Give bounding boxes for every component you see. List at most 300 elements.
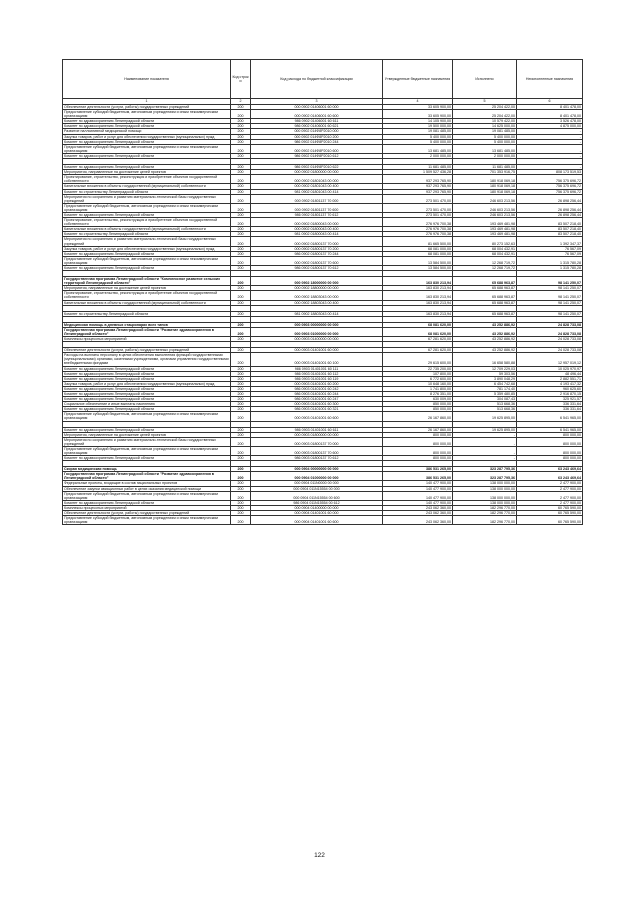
row-approved: 386 531 265,00 [383, 467, 453, 472]
row-name: Комитет по здравоохранению Ленинградской области [63, 124, 231, 129]
row-executed: 193 469 481,98 [453, 232, 517, 237]
row-executed: 180 918 069,18 [453, 189, 517, 194]
row-approved: 850 000,00 [383, 407, 453, 412]
row-name: Обеспечение деятельности (услуги, работы) государственных учреждений [63, 105, 231, 110]
row-unexecuted: - [517, 144, 583, 153]
row-executed: - [453, 432, 517, 437]
row-approved: 630 009,00 [383, 397, 453, 402]
row-line-code: 200 [231, 427, 251, 432]
row-budget-code: 000 0902 01406001 60 600 [251, 110, 383, 119]
row-line-code: 200 [231, 381, 251, 386]
row-line-code: 200 [231, 402, 251, 407]
row-line-code: 200 [231, 212, 251, 217]
row-name: Комплексы процессных мероприятий [63, 337, 231, 342]
row-unexecuted: 8 401 478,00 [517, 105, 583, 110]
row-executed: 16 658 580,88 [453, 353, 517, 366]
row-budget-code: 986 0902 01800137 70 612 [251, 266, 383, 271]
row-name: Обеспечение деятельности (услуги, работы) государственных учреждений [63, 348, 231, 353]
row-name: Обеспечение закупки авиационных работ в целях оказания медицинской помощи [63, 486, 231, 491]
row-name: Комитет по здравоохранению Ленинградской области [63, 456, 231, 461]
row-line-code: 200 [231, 300, 251, 305]
row-name: Комитет по здравоохранению Ленинградской области [63, 266, 231, 271]
row-approved: 937 293 765,90 [383, 175, 453, 184]
row-approved: 276 976 700,38 [383, 227, 453, 232]
row-executed: 180 918 069,18 [453, 175, 517, 184]
row-line-code: 200 [231, 246, 251, 251]
page-number: 122 [314, 852, 325, 859]
row-executed: 513 668,36 [453, 402, 517, 407]
row-approved: 107 800,00 [383, 371, 453, 376]
row-executed: 13 681 485,00 [453, 144, 517, 153]
table-row [63, 129, 583, 134]
budget-execution-table [62, 59, 583, 525]
row-budget-code: 000 0904 01401001 60 000 [251, 511, 383, 516]
row-budget-code: 000 0903 01400000 00 000 [251, 337, 383, 342]
row-budget-code: 000 0904 011N15554 00 600 [251, 491, 383, 500]
row-unexecuted: - [517, 165, 583, 170]
row-budget-code: 000 0904 011N0000 00 000 [251, 481, 383, 486]
header-executed: Исполнено [453, 60, 517, 99]
row-line-code: 200 [231, 277, 251, 286]
row-approved: 2 000 000,00 [383, 153, 453, 158]
table-row [63, 165, 583, 170]
row-executed: 3 890 048,29 [453, 376, 517, 381]
row-approved: 19 500 000,00 [383, 124, 453, 129]
row-line-code: 200 [231, 266, 251, 271]
row-budget-code: 000 0902 01800137 70 200 [251, 246, 383, 251]
row-executed: 5 400 000,00 [453, 139, 517, 144]
row-name: Скорая медицинская помощь [63, 467, 231, 472]
row-budget-code: 000 0903 01401001 60 300 [251, 402, 383, 407]
column-number: 1 [63, 99, 231, 105]
row-unexecuted: 4 875 000,00 [517, 124, 583, 129]
budget-report-sheet [62, 59, 582, 525]
row-line-code: 200 [231, 348, 251, 353]
row-name: Мероприятия, направленные на достижение целей проектов [63, 286, 231, 291]
row-unexecuted: 83 507 218,40 [517, 227, 583, 232]
row-executed: - [453, 456, 517, 461]
row-name: Комитет по здравоохранению Ленинградской области [63, 165, 231, 170]
row-name: Комитет по здравоохранению Ленинградской области [63, 376, 231, 381]
row-unexecuted: 83 507 218,40 [517, 232, 583, 237]
table-row [63, 237, 583, 246]
row-unexecuted: 26 898 256,44 [517, 212, 583, 217]
table-row [63, 194, 583, 203]
row-executed: 65 688 963,87 [453, 277, 517, 286]
row-budget-code: 986 0903 01401001 60 244 [251, 391, 383, 396]
row-line-code: 200 [231, 129, 251, 134]
table-row [63, 376, 583, 381]
table-row [63, 511, 583, 516]
row-line-code: 200 [231, 144, 251, 153]
row-budget-code: 000 0902 01801043 00 000 [251, 175, 383, 184]
row-budget-code: 986 0904 011N15554 00 612 [251, 500, 383, 505]
row-line-code: 200 [231, 311, 251, 316]
row-budget-code: 000 0902 01800000 00 000 [251, 170, 383, 175]
row-name: Комитет по здравоохранению Ленинградской области [63, 366, 231, 371]
row-unexecuted: 800 000,00 [517, 432, 583, 437]
row-executed: 182 296 770,00 [453, 516, 517, 525]
row-line-code: 200 [231, 371, 251, 376]
table-row [63, 246, 583, 251]
row-approved: 243 062 360,00 [383, 511, 453, 516]
row-approved: 800 000,00 [383, 446, 453, 455]
row-unexecuted: 2 916 870,15 [517, 391, 583, 396]
table-row [63, 353, 583, 366]
row-line-code: 200 [231, 218, 251, 227]
row-approved: 1 509 527 436,28 [383, 170, 453, 175]
row-executed: - [453, 446, 517, 455]
row-budget-code: 000 0904 01000000 00 000 [251, 472, 383, 481]
column-number: 6 [517, 99, 583, 105]
row-name: Предоставление субсидий бюджетным, автономным учреждениям и иным некоммерческим организациям [63, 110, 231, 119]
row-budget-code: 000 0902 18800000 00 000 [251, 286, 383, 291]
row-unexecuted: 98 141 250,07 [517, 291, 583, 300]
row-budget-code: 000 0902 01801137 70 000 [251, 194, 383, 203]
row-name: Комитет по здравоохранению Ленинградской области [63, 407, 231, 412]
row-approved: 1 741 800,00 [383, 386, 453, 391]
row-approved: 33 605 900,00 [383, 105, 453, 110]
row-unexecuted: 26 898 256,44 [517, 194, 583, 203]
row-approved: 13 584 500,00 [383, 266, 453, 271]
row-unexecuted: - [517, 139, 583, 144]
row-unexecuted: 1 392 347,37 [517, 237, 583, 246]
row-line-code: 200 [231, 446, 251, 455]
row-approved: 14 105 900,00 [383, 119, 453, 124]
row-executed: 14 625 000,00 [453, 124, 517, 129]
row-approved: 26 167 860,00 [383, 427, 453, 432]
row-unexecuted: 83 507 218,40 [517, 218, 583, 227]
row-name: Предоставление субсидий бюджетным, автономным учреждениям и иным некоммерческим организациям [63, 516, 231, 525]
row-name: Предоставление субсидий бюджетным, автономным учреждениям и иным некоммерческим организациям [63, 446, 231, 455]
row-line-code: 200 [231, 124, 251, 129]
row-executed: 12 268 719,72 [453, 266, 517, 271]
row-executed: 25 204 422,00 [453, 105, 517, 110]
row-line-code: 200 [231, 286, 251, 291]
row-executed: 12 268 719,72 [453, 256, 517, 265]
row-name: Закупка товаров, работ и услуг для обеспечения государственных (муниципальных) нужд [63, 381, 231, 386]
row-budget-code: 986 0902 01406001 60 611 [251, 119, 383, 124]
row-executed: 246 603 213,56 [453, 203, 517, 212]
row-executed: 138 000 000,00 [453, 486, 517, 491]
row-unexecuted: 24 028 733,08 [517, 337, 583, 342]
table-row [63, 218, 583, 227]
table-row [63, 481, 583, 486]
row-line-code: 200 [231, 134, 251, 139]
row-approved: 243 062 360,00 [383, 516, 453, 525]
table-row [63, 300, 583, 305]
row-approved: 163 830 213,94 [383, 286, 453, 291]
row-unexecuted: - [517, 129, 583, 134]
header-budget-code: Код расхода по бюджетной классификации [251, 60, 383, 99]
header-unexecuted: Неисполненные назначения [517, 60, 583, 99]
row-approved: 140 477 900,00 [383, 500, 453, 505]
row-line-code: 200 [231, 456, 251, 461]
row-name: Комитет по строительству Ленинградской области [63, 189, 231, 194]
row-unexecuted: 6 541 965,00 [517, 412, 583, 421]
row-name: Комитет по здравоохранению Ленинградской области [63, 386, 231, 391]
row-budget-code: 000 0904 00000000 00 000 [251, 467, 383, 472]
row-name: Проектирование, строительство, реконструкция и приобретение объектов государственной собственности [63, 218, 231, 227]
row-name: Закупка товаров, работ и услуг для обеспечения государственных (муниципальных) нужд [63, 134, 231, 139]
row-name: Комитет по строительству Ленинградской области [63, 311, 231, 316]
row-budget-code: 000 0904 01400000 00 000 [251, 505, 383, 510]
row-unexecuted: 800 000,00 [517, 456, 583, 461]
table-row [63, 397, 583, 402]
row-budget-code: 000 0902 01800137 70 000 [251, 237, 383, 246]
row-budget-code: 986 0903 01401001 60 111 [251, 366, 383, 371]
row-approved: 800 000,00 [383, 432, 453, 437]
row-line-code: 200 [231, 256, 251, 265]
row-budget-code: 986 0902 01406001 60 621 [251, 124, 383, 129]
table-row [63, 277, 583, 286]
row-line-code: 200 [231, 110, 251, 119]
row-name: Комитет по здравоохранению Ленинградской области [63, 371, 231, 376]
row-name: Расходы на выплаты персоналу в целях обеспечения выполнения функций государственными (муниципальными) органами, казенными учреждениями, органами управления государственными внебюджетными фондами [64, 353, 229, 366]
row-approved: 850 000,00 [383, 402, 453, 407]
row-name: Государственная программа Ленинградской области "Развитие здравоохранения в Ленинградской области" [63, 327, 231, 336]
row-name: Мероприятия по сохранению и развитию материально-технической базы государственных учреждений [63, 437, 231, 446]
row-budget-code: 000 0903 01401001 60 100 [251, 353, 383, 366]
row-executed: 2 000 000,00 [453, 153, 517, 158]
row-approved: 26 167 860,00 [383, 412, 453, 421]
row-unexecuted: 48 496,44 [517, 371, 583, 376]
row-budget-code: 000 0903 01401001 60 000 [251, 348, 383, 353]
table-row [63, 311, 583, 316]
table-row [63, 266, 583, 271]
row-budget-code: 000 0903 01800000 00 000 [251, 432, 383, 437]
row-unexecuted: 2 882 551,71 [517, 376, 583, 381]
row-executed: 43 252 886,92 [453, 348, 517, 353]
row-line-code: 200 [231, 353, 251, 366]
row-budget-code: 000 0904 011N15554 00 000 [251, 486, 383, 491]
table-row [63, 139, 583, 144]
table-row [63, 500, 583, 505]
row-line-code: 200 [231, 516, 251, 525]
row-line-code: 200 [231, 170, 251, 175]
row-line-code: 200 [231, 251, 251, 256]
row-unexecuted: 63 243 469,64 [517, 467, 583, 472]
row-line-code: 200 [231, 491, 251, 500]
table-row [63, 391, 583, 396]
row-approved: 5 400 000,00 [383, 139, 453, 144]
row-approved: 67 281 620,00 [383, 348, 453, 353]
row-unexecuted: 1 315 780,28 [517, 266, 583, 271]
row-approved: 163 830 213,94 [383, 291, 453, 300]
row-unexecuted: 808 173 519,53 [517, 170, 583, 175]
row-unexecuted: 76 567,09 [517, 251, 583, 256]
row-approved: 68 081 620,00 [383, 322, 453, 327]
row-executed: 43 252 886,92 [453, 337, 517, 342]
row-unexecuted: 98 141 250,07 [517, 277, 583, 286]
row-executed: 68 004 432,91 [453, 246, 517, 251]
table-row [63, 427, 583, 432]
row-name: Государственная программа Ленинградской области "Комплексное развитие сельских территорий Ленинградской области" [63, 277, 231, 286]
row-line-code: 200 [231, 175, 251, 184]
row-executed: - [453, 437, 517, 446]
row-approved: 81 665 500,00 [383, 237, 453, 246]
row-name: Комитет по здравоохранению Ленинградской области [63, 397, 231, 402]
row-budget-code: 000 0902 01801043 00 400 [251, 184, 383, 189]
table-row [63, 516, 583, 525]
table-row [63, 212, 583, 217]
row-unexecuted: 2 477 900,00 [517, 500, 583, 505]
row-line-code: 200 [231, 511, 251, 516]
row-approved: 276 976 700,38 [383, 232, 453, 237]
row-budget-code: 981 0902 01800043 00 414 [251, 232, 383, 237]
row-unexecuted: 10 025 970,97 [517, 366, 583, 371]
header-name: Наименование показателя [63, 60, 231, 99]
row-executed: 180 918 069,18 [453, 184, 517, 189]
row-executed: 138 000 000,00 [453, 481, 517, 486]
row-approved: 13 584 500,00 [383, 256, 453, 265]
row-budget-code: 000 0903 01401001 60 200 [251, 381, 383, 386]
table-row [63, 119, 583, 124]
table-row [63, 437, 583, 446]
row-executed: 246 603 213,56 [453, 194, 517, 203]
row-budget-code: 000 0902 01801137 70 600 [251, 203, 383, 212]
row-budget-code: 986 0903 01800137 70 612 [251, 456, 383, 461]
row-name: Предоставление субсидий бюджетным, автономным учреждениям и иным некоммерческим организациям [63, 491, 231, 500]
row-line-code: 200 [231, 165, 251, 170]
row-approved: 163 830 213,94 [383, 300, 453, 305]
row-line-code: 200 [231, 481, 251, 486]
row-budget-code: 000 0902 014Ф8Р2010 000 [251, 129, 383, 134]
row-budget-code: 986 0903 01401001 60 112 [251, 371, 383, 376]
row-unexecuted: 26 898 256,44 [517, 203, 583, 212]
row-unexecuted: 800 000,00 [517, 437, 583, 446]
row-approved: 8 276 351,00 [383, 391, 453, 396]
row-unexecuted: 336 331,64 [517, 407, 583, 412]
row-approved: 67 281 620,00 [383, 337, 453, 342]
table-row [63, 472, 583, 481]
row-name: Предоставление субсидий бюджетным, автономным учреждениям и иным некоммерческим организациям [63, 412, 231, 421]
row-approved: 163 830 213,94 [383, 311, 453, 316]
row-approved: 800 000,00 [383, 456, 453, 461]
row-executed: 182 296 770,00 [453, 511, 517, 516]
row-unexecuted: 800 000,00 [517, 446, 583, 455]
row-name: Мероприятия, направленные на достижение целей проектов [63, 432, 231, 437]
row-approved: 273 501 470,00 [383, 203, 453, 212]
table-row [63, 412, 583, 421]
row-unexecuted: 6 541 965,00 [517, 427, 583, 432]
table-row [63, 110, 583, 119]
row-line-code: 200 [231, 119, 251, 124]
row-unexecuted: 63 243 469,64 [517, 472, 583, 481]
row-line-code: 200 [231, 184, 251, 189]
row-line-code: 200 [231, 194, 251, 203]
table-row [63, 491, 583, 500]
row-name: Комитет по здравоохранению Ленинградской области [63, 212, 231, 217]
row-unexecuted: 4 193 417,32 [517, 381, 583, 386]
row-budget-code: 986 0902 014Ф8Р2010 622 [251, 165, 383, 170]
row-approved: 68 081 620,00 [383, 327, 453, 336]
table-row [63, 124, 583, 129]
row-budget-code: 000 0903 00000000 00 000 [251, 322, 383, 327]
row-unexecuted: 60 765 590,00 [517, 516, 583, 525]
table-row [63, 153, 583, 158]
row-budget-code: 000 0904 01401001 60 600 [251, 516, 383, 525]
row-line-code: 200 [231, 189, 251, 194]
row-executed: 12 709 229,03 [453, 366, 517, 371]
row-executed: 80 273 152,63 [453, 237, 517, 246]
row-line-code: 200 [231, 237, 251, 246]
row-approved: 273 501 470,00 [383, 194, 453, 203]
row-line-code: 200 [231, 227, 251, 232]
row-name: Комитет по здравоохранению Ленинградской области [63, 153, 231, 158]
row-executed: 5 359 480,85 [453, 391, 517, 396]
row-name: Капитальные вложения в объекты государственной (муниципальной) собственности [63, 227, 231, 232]
row-budget-code: 000 0902 01406001 60 000 [251, 105, 383, 110]
table-row [63, 371, 583, 376]
row-unexecuted: 98 141 250,07 [517, 311, 583, 316]
row-approved: 140 477 900,00 [383, 481, 453, 486]
row-executed: 6 454 742,68 [453, 381, 517, 386]
row-budget-code: 000 0902 18803043 00 400 [251, 300, 383, 305]
table-row [63, 175, 583, 184]
table-row [63, 291, 583, 300]
row-executed: 304 087,43 [453, 397, 517, 402]
row-unexecuted: 24 828 733,08 [517, 327, 583, 336]
row-name: Развитие паллиативной медицинской помощи [63, 129, 231, 134]
row-budget-code: 986 0903 01401001 60 119 [251, 376, 383, 381]
row-budget-code: 986 0903 01401001 60 321 [251, 407, 383, 412]
row-budget-code: 986 0902 014Ф8Р2010 612 [251, 153, 383, 158]
row-budget-code: 981 0902 18803043 00 414 [251, 311, 383, 316]
row-budget-code: 986 0903 01401001 60 242 [251, 386, 383, 391]
column-number: 5 [453, 99, 517, 105]
row-name: Мероприятия, направленные на достижение целей проектов [63, 170, 231, 175]
row-approved: 800 000,00 [383, 437, 453, 446]
row-name: Комитет по здравоохранению Ленинградской области [63, 119, 231, 124]
row-unexecuted: 960 625,60 [517, 386, 583, 391]
table-row [63, 446, 583, 455]
row-name: Предоставление субсидий бюджетным, автономным учреждениям и иным некоммерческим организациям [63, 144, 231, 153]
row-unexecuted: 2 477 900,00 [517, 491, 583, 500]
row-line-code: 200 [231, 139, 251, 144]
row-executed: 323 287 795,36 [453, 467, 517, 472]
row-executed: 10 579 422,00 [453, 119, 517, 124]
table-row [63, 327, 583, 336]
row-unexecuted: 8 401 478,00 [517, 110, 583, 119]
row-approved: 243 062 360,00 [383, 505, 453, 510]
row-line-code: 200 [231, 397, 251, 402]
row-line-code: 200 [231, 153, 251, 158]
table-row [63, 256, 583, 265]
table-row [63, 189, 583, 194]
table-row [63, 322, 583, 327]
row-name: Комплексы процессных мероприятий [63, 505, 231, 510]
row-budget-code: 986 0903 01401001 60 247 [251, 397, 383, 402]
table-row [63, 348, 583, 353]
row-executed: 246 603 213,56 [453, 212, 517, 217]
row-name: Мероприятия по сохранению и развитию материально-технической базы государственных учреждений [63, 237, 231, 246]
row-budget-code: 986 0902 01800137 70 244 [251, 251, 383, 256]
row-line-code: 200 [231, 391, 251, 396]
row-executed: 19 625 895,00 [453, 412, 517, 421]
row-executed: 323 287 795,36 [453, 472, 517, 481]
row-name: Социальное обеспечение и иные выплаты населению [63, 402, 231, 407]
row-budget-code: 000 0902 18000000 00 000 [251, 277, 383, 286]
row-line-code: 200 [231, 432, 251, 437]
row-budget-code: 000 0902 01800137 70 600 [251, 256, 383, 265]
table-header-row [63, 60, 583, 99]
row-unexecuted: 336 331,64 [517, 402, 583, 407]
row-budget-code: 981 0902 01801043 00 414 [251, 189, 383, 194]
row-unexecuted: 2 477 900,00 [517, 486, 583, 491]
column-number: 2 [231, 99, 251, 105]
row-budget-code: 000 0902 01800043 00 000 [251, 218, 383, 227]
